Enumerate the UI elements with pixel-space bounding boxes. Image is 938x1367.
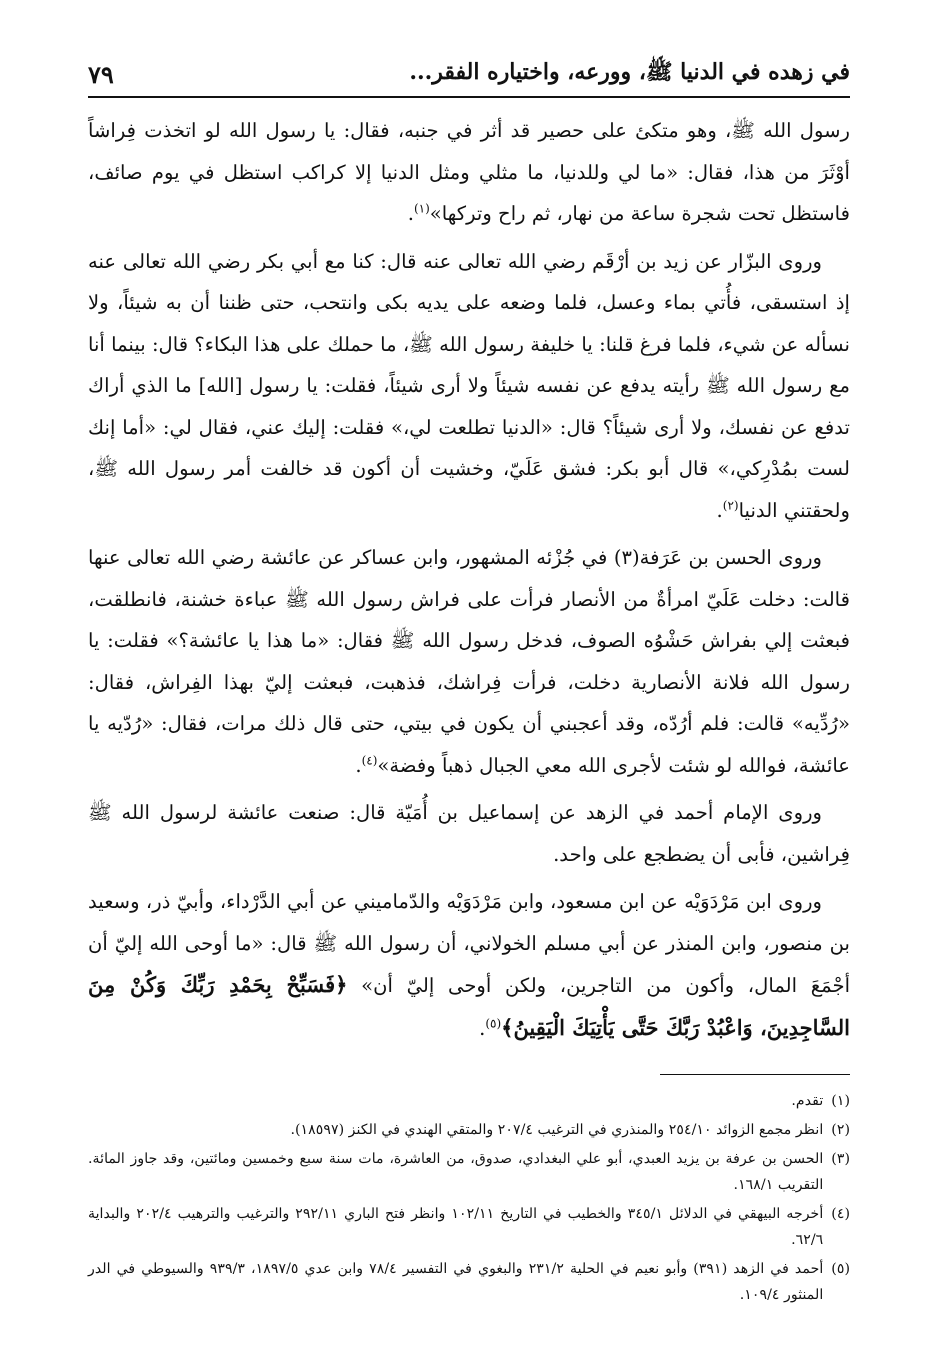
paragraph-text: وروى الحسن بن عَرَفة(٣) في جُزْئه المشهور، وابن عساكر عن عائشة رضي الله تعالى عنها قالت: دخلت عَلَيّ امرأةٌ من الأنصار فرأت على فراش رسول الله ﷺ عباءة خشنة، فانطلقت، فبعثت إلي بفراش حَشْوُه الصوف، فدخل رسول الله ﷺ فقال: «ما هذا يا عائشة؟» فقلت: يا رسول الله فلانة الأنصارية دخلت، فرأت فِراشك، فذهبت، فبعثت إليّ بهذا الفِراش، فقال: «رُدِّيه» قالت: فلم أرُدّه، وقد أعجبني أن يكون في بيتي، حتى قال ذلك مرات، فقال: «رُدّيه يا عائشة، فوالله لو شئت لأجرى الله معي الجبال ذهباً وفضة» bbox=[88, 546, 850, 777]
paragraph bbox=[88, 537, 850, 786]
footnote-number: (٥) bbox=[831, 1261, 850, 1277]
footnote-text: أخرجه البيهقي في الدلائل ٣٤٥/١ والخطيب في التاريخ ١٠٢/١١ وانظر فتح الباري ٢٩٢/١١ والترغيب والترهيب ٢٠٢/٤ والبداية ٦٢/٦. bbox=[88, 1206, 824, 1248]
paragraph-end: . bbox=[479, 1016, 486, 1040]
footnote bbox=[88, 1088, 850, 1114]
paragraph bbox=[88, 241, 850, 532]
paragraph-text: وروى ابن مَرْدَوَيْه عن ابن مسعود، وابن مَرْدَوَيْه والدّماميني عن أبي الدَّرْداء، وأبيّ ذر، وسعيد بن منصور، وابن المنذر عن أبي مسلم الخولاني، أن رسول الله ﷺ قال: «ما أوحى الله إليّ أن أجْمَعَ المال، وأكون من التاجرين، ولكن أوحى إليّ أن» bbox=[88, 890, 851, 997]
footnote bbox=[88, 1146, 850, 1198]
footnote-text: تقدم. bbox=[791, 1093, 824, 1109]
footnote-number: (٤) bbox=[831, 1206, 850, 1222]
footnotes bbox=[88, 1088, 850, 1311]
paragraph-text: وروى البزّار عن زيد بن أرْقَم رضي الله تعالى عنه قال: كنا مع أبي بكر رضي الله تعالى عنه إذ استسقى، فأُتي بماء وعسل، فلما وضعه على يديه بكى وانتحب، حتى ظننا أن به شيئاً، ولا نسأله عن شيء، فلما فرغ قلنا: يا خليفة رسول الله ﷺ، ما حملك على هذا البكاء؟ قال: بينما أنا مع رسول الله ﷺ رأيته يدفع عن نفسه شيئاً ولا أرى شيئاً، فقلت: يا رسول [الله] ما الذي أراك تدفع عن نفسك، ولا أرى شيئاً؟ قال: «الدنيا تطلعت لي،» فقلت: إليك عني، فقال لي: «أما إنك لست بمُدْرِكي،» قال أبو بكر: فشق عَلَيّ، وخشيت أن أكون قد خالفت أمر رسول الله ﷺ، ولحقتني الدنيا bbox=[88, 249, 850, 522]
footnote-number: (١) bbox=[831, 1093, 850, 1109]
paragraph-end: . bbox=[716, 498, 723, 522]
quran-verse: ﴿فَسَبِّحْ بِحَمْدِ رَبِّكَ وَكُنْ مِنَ السَّاجِدِينَ، وَاعْبُدْ رَبَّكَ حَتَّى يَأْتِيَكَ الْيَقِينُ﴾ bbox=[88, 972, 850, 1040]
footnote-text: انظر مجمع الزوائد ٢٥٤/١٠ والمنذري في الترغيب ٢٠٧/٤ والمتقي الهندي في الكنز (١٨٥٩٧). bbox=[290, 1122, 824, 1138]
paragraph bbox=[88, 792, 850, 875]
footnote-ref: (٢) bbox=[722, 497, 739, 512]
running-title: في زهده في الدنيا ﷺ، وورعه، واختياره الفقر... bbox=[409, 59, 850, 85]
paragraph-text: رسول الله ﷺ، وهو متكئ على حصير قد أثر في جنبه، فقال: يا رسول الله لو اتخذت فِراشاً أوْثَرَ من هذا، فقال: «ما لي وللدنيا، ما مثلي ومثل الدنيا إلا كراكب استظل في يوم صائف، فاستظل تحت شجرة ساعة من نهار، ثم راح وتركها» bbox=[88, 119, 850, 225]
paragraph-text: وروى الإمام أحمد في الزهد عن إسماعيل بن أُمَيّة قال: صنعت عائشة لرسول الله ﷺ فِراشين، فأبى أن يضطجع على واحد. bbox=[88, 801, 850, 866]
footnote-ref: (٥) bbox=[485, 1015, 502, 1030]
footnote-divider bbox=[660, 1074, 850, 1075]
footnote bbox=[88, 1256, 850, 1308]
page-header bbox=[88, 52, 850, 98]
paragraph-end: . bbox=[407, 202, 414, 225]
main-text bbox=[88, 110, 850, 1055]
paragraph bbox=[88, 881, 850, 1049]
footnote-text: أحمد في الزهد (٣٩١) وأبو نعيم في الحلية ٢٣١/٢ والبغوي في التفسير ٧٨/٤ وابن عدي ١٨٩٧/٥، ٩٣٩/٣ والسيوطي في الدر المنثور ١٠٩/٤. bbox=[88, 1261, 824, 1303]
page-number: ٧٩ bbox=[88, 59, 114, 89]
footnote-number: (٣) bbox=[831, 1151, 850, 1167]
footnote-ref: (١) bbox=[413, 201, 430, 216]
paragraph-end: . bbox=[355, 753, 362, 777]
footnote bbox=[88, 1117, 850, 1143]
footnote-text: الحسن بن عرفة بن يزيد العبدي، أبو علي البغدادي، صدوق، من العاشرة، مات سنة سبع وخمسين ومائتين، وقد جاوز المائة. التقريب ١٦٨/١. bbox=[88, 1151, 824, 1193]
footnote-ref: (٤) bbox=[361, 752, 378, 767]
paragraph bbox=[88, 110, 850, 235]
footnote bbox=[88, 1201, 850, 1253]
footnote-number: (٢) bbox=[831, 1122, 850, 1138]
